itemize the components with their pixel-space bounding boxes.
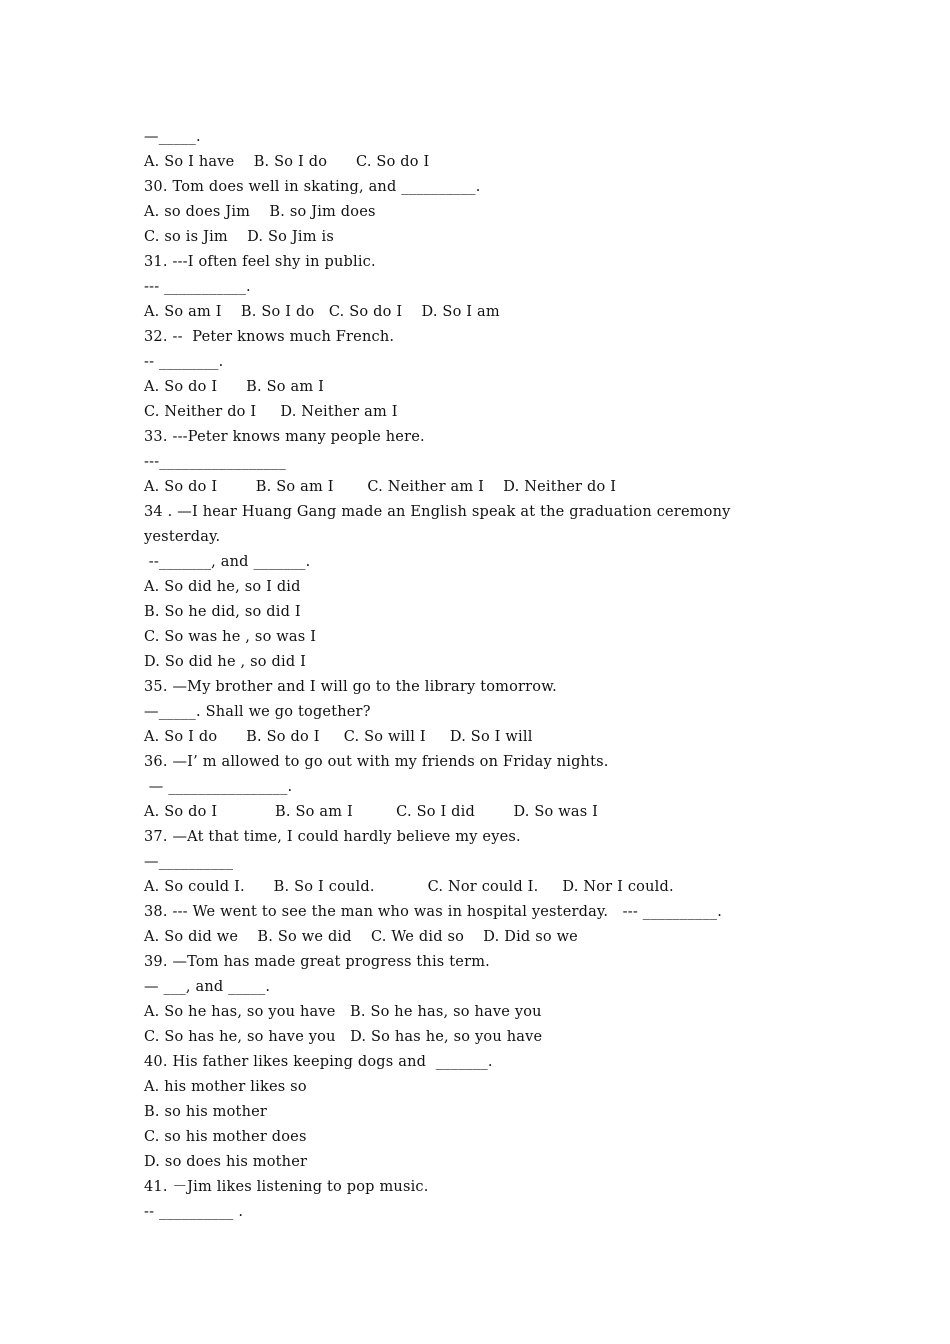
text-line: C. So was he , so was I <box>144 629 317 645</box>
text-line: A. So did we B. So we did C. We did so D. Did so we <box>144 929 578 945</box>
text-line: C. so is Jim D. So Jim is <box>144 229 334 245</box>
text-line: 39. —Tom has made great progress this term. <box>144 954 490 970</box>
text-line: —__________ <box>144 854 234 870</box>
text-line: ---_________________ <box>144 454 286 470</box>
text-line: A. So I do B. So do I C. So will I D. So I will <box>144 729 533 745</box>
text-line: B. so his mother <box>144 1104 268 1120</box>
text-line: —_____. <box>144 129 201 145</box>
text-line: A. So am I B. So I do C. So do I D. So I am <box>144 304 500 320</box>
text-line: A. So do I B. So am I C. So I did D. So was I <box>144 804 599 820</box>
text-line: — ___, and _____. <box>144 979 271 995</box>
text-line: A. So he has, so you have B. So he has, so have you <box>144 1004 542 1020</box>
text-line: A. his mother likes so <box>144 1079 307 1095</box>
text-line: D. so does his mother <box>144 1154 308 1170</box>
text-line: 33. ---Peter knows many people here. <box>144 429 425 445</box>
text-line: A. So do I B. So am I <box>144 379 325 395</box>
text-line: -- __________ . <box>144 1204 244 1220</box>
text-line: C. So has he, so have you D. So has he, so you have <box>144 1029 543 1045</box>
text-line: 40. His father likes keeping dogs and _______. <box>144 1054 493 1070</box>
text-line: —_____. Shall we go together? <box>144 704 371 720</box>
text-line: C. so his mother does <box>144 1129 307 1145</box>
text-line: 30. Tom does well in skating, and __________. <box>144 179 481 195</box>
text-line: 34 . —I hear Huang Gang made an English speak at the graduation ceremony <box>144 504 731 520</box>
text-line: 38. --- We went to see the man who was in hospital yesterday. --- __________. <box>144 904 723 920</box>
text-line: 35. —My brother and I will go to the library tomorrow. <box>144 679 557 695</box>
text-line: --- ___________. <box>144 279 251 295</box>
text-line: 36. —I’ m allowed to go out with my friends on Friday nights. <box>144 754 609 770</box>
text-line: A. So did he, so I did <box>144 579 301 595</box>
text-line: D. So did he , so did I <box>144 654 307 670</box>
text-line: B. So he did, so did I <box>144 604 301 620</box>
text-line: 41. －Jim likes listening to pop music. <box>144 1179 429 1195</box>
text-line: 32. -- Peter knows much French. <box>144 329 395 345</box>
text-line: yesterday. <box>144 529 221 545</box>
text-line: --_______, and _______. <box>144 554 311 570</box>
text-line: C. Neither do I D. Neither am I <box>144 404 398 420</box>
text-line: 31. ---I often feel shy in public. <box>144 254 376 270</box>
text-line: A. so does Jim B. so Jim does <box>144 204 376 220</box>
text-line: A. So could I. B. So I could. C. Nor could I. D. Nor I could. <box>144 879 674 895</box>
text-line: -- ________. <box>144 354 224 370</box>
text-line: A. So do I B. So am I C. Neither am I D. Neither do I <box>144 479 617 495</box>
text-line: A. So I have B. So I do C. So do I <box>144 154 430 170</box>
text-line: 37. —At that time, I could hardly believe my eyes. <box>144 829 521 845</box>
text-line: — ________________. <box>144 779 293 795</box>
